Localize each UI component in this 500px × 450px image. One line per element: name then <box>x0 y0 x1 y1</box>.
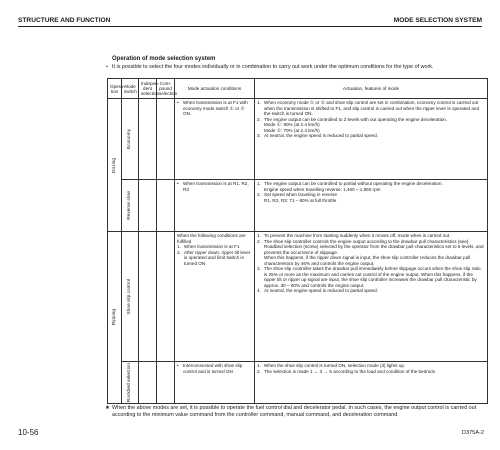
conditions-economy: • When transmission is at F1 with economy mode switch ① or ② ON. <box>175 99 255 180</box>
header-compound-selection: Com-pound selection <box>157 79 175 99</box>
operation-ripping-cell <box>108 232 122 404</box>
header-rule <box>18 26 482 27</box>
conditions-rockbed: • Interconnected with shoe slip control and is turned ON <box>175 362 255 404</box>
switch-rockbed: Rockbed selection <box>127 363 133 403</box>
independent-cell-reverse <box>139 180 157 232</box>
operation-dozing-cell <box>108 99 122 232</box>
intro-bullet: • <box>106 64 108 70</box>
features-rockbed: 1. When the shoe slip control is turned ON, selection mode (3) lights up. 2. The selection is made 1 → 3 → 5 according to the load and condition of the bedrock. <box>255 362 488 404</box>
header-independent-selection: Indepen-dent selection <box>139 79 157 99</box>
table-row-shoe-slip <box>108 232 488 362</box>
footnote <box>105 405 484 418</box>
intro-paragraph <box>106 64 484 71</box>
header-actuation-features: Actuation, features of mode <box>255 79 488 99</box>
table-header-row <box>108 79 488 99</box>
page-number: 10-56 <box>18 428 39 437</box>
footnote-text: When the above modes are set, it is possible to operate the fuel control dial and decelerator pedal. In such cases, the engine output control is carried out according to the minimum value command from the controller command, manual command, and deceleration command. <box>112 405 477 418</box>
footnote-star: ★ <box>105 405 110 411</box>
header-right-title: MODE SELECTION SYSTEM <box>393 17 482 24</box>
table-row-reverse-slow <box>108 180 488 232</box>
conditions-shoe-slip: When the following conditions are fulfilled 1. When transmission is at F1 2. After ripper down, ripper tilt lever is operated and limit switch is turned ON <box>175 232 255 362</box>
intro-text: It is possible to select the four modes individually or in combination to carry out work under the optimum conditions for the type of work. <box>112 64 434 70</box>
header-mode-switch: Mode switch <box>122 79 139 99</box>
page-header <box>18 12 482 24</box>
compound-cell-shoe-slip <box>157 232 175 362</box>
operation-ripping: Ripping <box>111 309 117 326</box>
model-code: D375A-2 <box>461 430 484 436</box>
header-operation: Opera-tion <box>108 79 122 99</box>
table-row-economy <box>108 99 488 180</box>
switch-reverse-slow-cell <box>122 180 139 232</box>
header-mode-conditions: Mode actuation conditions <box>175 79 255 99</box>
switch-rockbed-cell <box>122 362 139 404</box>
switch-economy: Economy <box>127 129 133 149</box>
header-left-title: STRUCTURE AND FUNCTION <box>18 17 111 24</box>
mode-operation-table <box>107 78 488 404</box>
independent-cell-economy <box>139 99 157 180</box>
switch-shoe-slip-cell <box>122 232 139 362</box>
features-shoe-slip: 1. To prevent the machine from starting suddenly when it moves off, mode when is carried out. 2. The shoe slip controller controls the engine output according to the drawbar pull characteristics (see) Roadbed selection (screw) selected by the operator from the drawbar pull characteristics set to 5 levels, and prevents the occurrence of slippage. When this happens, if the ripper down signal is input, the shoe slip controller reduces the drawbar pull characteristics by 46% and controls the engine output. 3. The shoe slip controller takes the drawbar pull immediately before slippage occurs when the shoe slip ratio is 25% or more as the maximum and carries out control of the engine output. When this happens, if the ripper tilt or ripper up signal are input, the shoe slip controller increases the drawbar pull characteristic by approx. 30 – 60% and controls the engine output. 4. At neutral, the engine speed is reduced to partial speed. <box>255 232 488 362</box>
compound-cell-rockbed <box>157 362 175 404</box>
switch-shoe-slip: Shoe slip control <box>127 278 133 315</box>
features-economy: 1. When economy mode ① or ② and shoe slip control are set in combination, economy control is carried out when the transmission is shifted to F1, and slip control is carried out when the ripper lever is operated and the switch is turned ON. 2. The engine output can be controlled to 2 levels with out operating the engine deceleration. Mode ①: 90% (at 2.4 km/h) Mode ②: 70% (at 2.4 km/h) 3. At neutral, the engine speed is reduced to partial speed. <box>255 99 488 180</box>
compound-cell-economy <box>157 99 175 180</box>
switch-reverse-slow: Reverse slow <box>127 191 133 220</box>
compound-cell-reverse <box>157 180 175 232</box>
independent-cell-shoe-slip <box>139 232 157 362</box>
section-title: Operation of mode selection system <box>112 56 216 62</box>
conditions-reverse-slow: • When transmission is at R1, R2, R3 <box>175 180 255 232</box>
features-reverse-slow: 1. The engine output can be controlled to partial without operating the engine deceleration. Engine speed when travelling reverse: 1,460 – 1,860 rpm 2. Set speed when traveling in reverse R1, R2, R3: 71 – 80% at full throttle <box>255 180 488 232</box>
table-row-rockbed <box>108 362 488 404</box>
switch-economy-cell <box>122 99 139 180</box>
operation-dozing: Dozing <box>111 157 117 173</box>
independent-cell-rockbed <box>139 362 157 404</box>
